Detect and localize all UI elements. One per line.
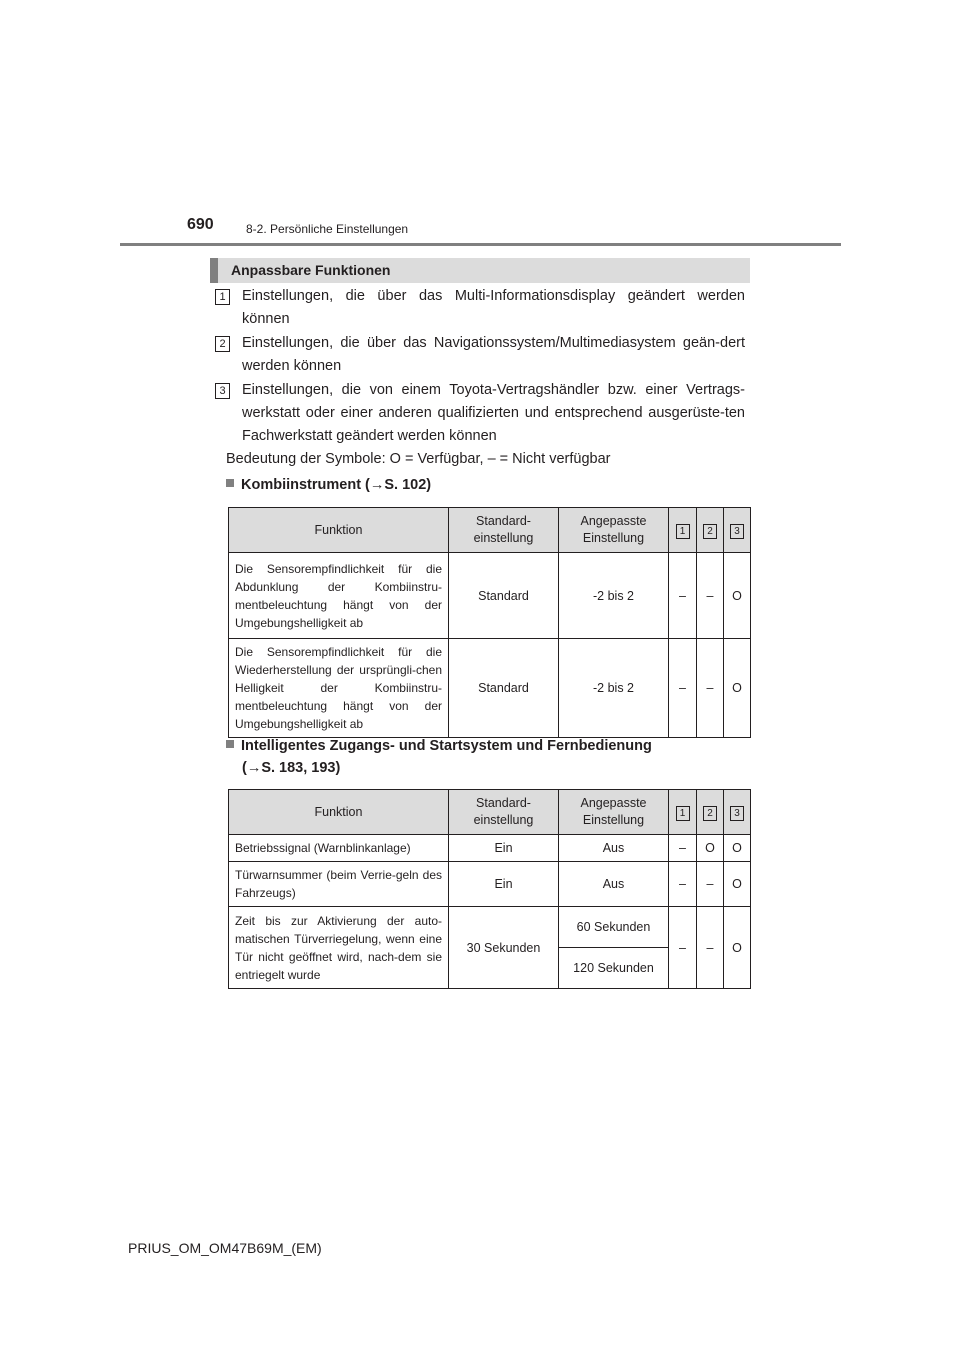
list-item-1: Einstellungen, die über das Multi-Informationsdisplay geändert werden können bbox=[242, 288, 745, 327]
square-bullet-icon bbox=[226, 740, 234, 748]
table-header-row bbox=[229, 790, 751, 835]
section-title: Anpassbare Funktionen bbox=[231, 262, 391, 278]
cell-standard: 30 Sekunden bbox=[449, 907, 559, 989]
running-title: 8-2. Persönliche Einstellungen bbox=[246, 222, 409, 236]
page-number: 690 bbox=[187, 216, 214, 233]
cell-c2: – bbox=[697, 553, 724, 639]
cell-standard: Ein bbox=[449, 835, 559, 862]
cell-funktion: Die Sensorempfindlichkeit für die Abdunklung der Kombiinstru-mentbeleuchtung hängt von der Umgebungshelligkeit ab bbox=[229, 553, 449, 639]
cell-c2: O bbox=[697, 835, 724, 862]
cell-standard: Standard bbox=[449, 553, 559, 639]
table-row bbox=[229, 835, 751, 862]
cell-c3: O bbox=[724, 835, 751, 862]
cell-custom: -2 bis 2 bbox=[559, 553, 669, 639]
cell-funktion: Zeit bis zur Aktivierung der auto-matischen Türverriegelung, wenn eine Tür nicht geöffnet wird, nach-dem sie entriegelt wurde bbox=[229, 907, 449, 989]
subsection-heading-text: Kombiinstrument (→S. 102) bbox=[241, 477, 432, 493]
table-header-row bbox=[229, 508, 751, 553]
header-funktion: Funktion bbox=[229, 508, 449, 553]
table-kombiinstrument bbox=[228, 507, 751, 738]
header-standard: Standard- einstellung bbox=[449, 508, 559, 553]
cell-c1: – bbox=[669, 907, 697, 989]
table-zugangssystem bbox=[228, 789, 751, 989]
cell-standard: Ein bbox=[449, 862, 559, 907]
cell-funktion: Betriebssignal (Warnblinkanlage) bbox=[229, 835, 449, 862]
cell-custom-a: 60 Sekunden bbox=[559, 907, 669, 948]
header-col-3: 3 bbox=[724, 790, 751, 835]
square-bullet-icon bbox=[226, 479, 234, 487]
number-box-1: 1 bbox=[215, 289, 230, 305]
list-item-2: Einstellungen, die über das Navigationssystem/Multimediasystem geän-dert werden können bbox=[242, 335, 745, 374]
header-col-1: 1 bbox=[669, 790, 697, 835]
cell-c2: – bbox=[697, 907, 724, 989]
cell-funktion: Die Sensorempfindlichkeit für die Wiederherstellung der ursprüngli-chen Helligkeit der Kombiinstru-mentbeleuchtung hängt von der Umgebungshelligkeit ab bbox=[229, 639, 449, 738]
table-row bbox=[229, 553, 751, 639]
cell-custom: -2 bis 2 bbox=[559, 639, 669, 738]
cell-standard: Standard bbox=[449, 639, 559, 738]
subsection-heading-zugangssystem bbox=[226, 735, 652, 779]
number-box-2: 2 bbox=[215, 336, 230, 352]
cell-c1: – bbox=[669, 639, 697, 738]
cell-c3: O bbox=[724, 862, 751, 907]
section-title-bar bbox=[210, 258, 750, 283]
cell-c2: – bbox=[697, 639, 724, 738]
cell-c3: O bbox=[724, 553, 751, 639]
list-item-3: Einstellungen, die von einem Toyota-Vertragshändler bzw. einer Vertrags-werkstatt oder einer anderen qualifizierten und entsprechend ausgerüste-ten Fachwerkstatt geändert werden können bbox=[242, 382, 745, 444]
cell-c1: – bbox=[669, 862, 697, 907]
cell-c3: O bbox=[724, 907, 751, 989]
symbols-note: Bedeutung der Symbole: O = Verfügbar, – = Nicht verfügbar bbox=[226, 451, 611, 467]
table-row bbox=[229, 639, 751, 738]
header-angepasst: Angepasste Einstellung bbox=[559, 508, 669, 553]
table-row bbox=[229, 862, 751, 907]
header-col-2: 2 bbox=[697, 790, 724, 835]
cell-c2: – bbox=[697, 862, 724, 907]
number-box-3: 3 bbox=[215, 383, 230, 399]
header-col-2: 2 bbox=[697, 508, 724, 553]
subsection-heading-text: Intelligentes Zugangs- und Startsystem und Fernbedienung bbox=[241, 738, 652, 754]
cell-custom: Aus bbox=[559, 862, 669, 907]
header-col-1: 1 bbox=[669, 508, 697, 553]
cell-funktion: Türwarnsummer (beim Verrie-geln des Fahrzeugs) bbox=[229, 862, 449, 907]
header-col-3: 3 bbox=[724, 508, 751, 553]
cell-c3: O bbox=[724, 639, 751, 738]
footer-doc-id: PRIUS_OM_OM47B69M_(EM) bbox=[128, 1240, 322, 1256]
header-rule bbox=[120, 243, 841, 246]
cell-custom-b: 120 Sekunden bbox=[559, 948, 669, 989]
subsection-heading-kombiinstrument bbox=[226, 474, 431, 496]
table-row bbox=[229, 907, 751, 948]
cell-c1: – bbox=[669, 553, 697, 639]
header-angepasst: Angepasste Einstellung bbox=[559, 790, 669, 835]
cell-c1: – bbox=[669, 835, 697, 862]
header-standard: Standard- einstellung bbox=[449, 790, 559, 835]
header-funktion: Funktion bbox=[229, 790, 449, 835]
cell-custom: Aus bbox=[559, 835, 669, 862]
subsection-heading-ref: (→S. 183, 193) bbox=[242, 760, 341, 776]
